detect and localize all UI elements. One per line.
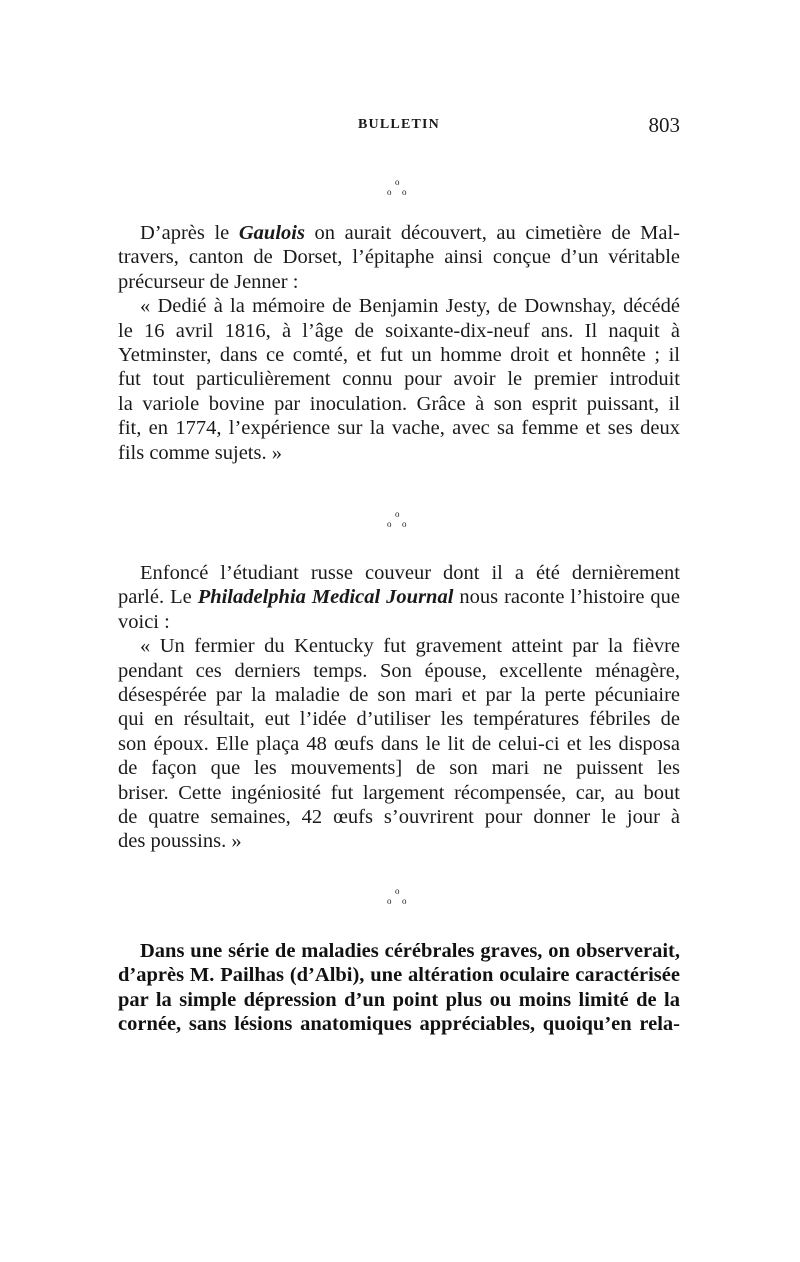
asterism-dot: o — [387, 187, 392, 197]
text-line: d’après M. Pailhas (d’Albi), une altération oculaire caractérisée — [118, 964, 680, 987]
asterism-dot: o — [395, 177, 400, 187]
text-line: cornée, sans lésions anatomiques appréciables, quoiqu’en rela- — [118, 1013, 680, 1036]
text-line: travers, canton de Dorset, l’épitaphe ainsi conçue d’un véritable — [118, 246, 680, 269]
asterism-dot: o — [402, 896, 407, 906]
paragraph-pailhas-observation — [118, 939, 680, 1037]
text-line: briser. Cette ingéniosité fut largement récompensée, car, au bout — [118, 781, 680, 804]
asterism-dot: o — [402, 187, 407, 197]
running-title: BULLETIN — [358, 117, 440, 132]
text-line: fit, en 1774, l’expérience sur la vache, avec sa femme et ses deux — [118, 417, 680, 440]
text-line: la variole bovine par inoculation. Grâce à son esprit puissant, il — [118, 392, 680, 415]
text-line: fils comme sujets. » — [118, 441, 282, 464]
page-number: 803 — [648, 113, 680, 137]
text-line: des poussins. » — [118, 830, 242, 853]
asterism-dot: o — [402, 519, 407, 529]
text-line: « Dedié à la mémoire de Benjamin Jesty, de Downshay, décédé — [140, 295, 680, 318]
text-line: de façon que les mouvements] de son mari ne puissent les — [118, 757, 680, 780]
paragraph-jesty-epitaph — [118, 221, 680, 465]
text-line: pendant ces derniers temps. Son épouse, excellente ménagère, — [118, 659, 680, 682]
asterism-dot: o — [387, 519, 392, 529]
paragraph-kentucky-farmer — [118, 561, 680, 854]
text-line: Dans une série de maladies cérébrales graves, on observerait, — [140, 940, 680, 962]
journal-title: Philadelphia Medical Journal — [197, 586, 454, 609]
newspaper-title: Gaulois — [238, 222, 305, 244]
text-line: son époux. Elle plaça 48 œufs dans le lit de celui-ci et les disposa — [118, 732, 680, 755]
asterism-dot: o — [395, 509, 400, 519]
text-line: désespérée par la maladie de son mari et par la perte pécuniaire — [118, 683, 680, 706]
asterism-separator — [369, 885, 429, 913]
text-line: parlé. Le Philadelphia Medical Journal nous raconte l’histoire que — [118, 586, 680, 609]
running-header — [118, 113, 680, 141]
text-line: qui en résultait, eut l’idée d’utiliser les températures fébriles de — [118, 708, 680, 731]
text-line: de quatre semaines, 42 œufs s’ouvrirent pour donner le jour à — [118, 805, 680, 828]
text-line: Yetminster, dans ce comté, et fut un homme droit et honnête ; il — [118, 343, 680, 366]
text-line: fut tout particulièrement connu pour avoir le premier introduit — [118, 368, 680, 391]
asterism-dot: o — [387, 896, 392, 906]
text-line: le 16 avril 1816, à l’âge de soixante-dix-neuf ans. Il naquit à — [118, 319, 680, 342]
text-line: D’après le Gaulois on aurait découvert, au cimetière de Mal- — [140, 222, 680, 244]
text-line: précurseur de Jenner : — [118, 270, 299, 293]
text-line: « Un fermier du Kentucky fut gravement atteint par la fièvre — [140, 635, 680, 658]
asterism-dot: o — [395, 886, 400, 896]
text-line: voici : — [118, 610, 170, 633]
text-line: par la simple dépression d’un point plus ou moins limité de la — [118, 988, 680, 1011]
asterism-separator — [369, 176, 429, 204]
asterism-separator — [369, 508, 429, 536]
text-line: Enfoncé l’étudiant russe couveur dont il a été dernièrement — [140, 562, 680, 584]
